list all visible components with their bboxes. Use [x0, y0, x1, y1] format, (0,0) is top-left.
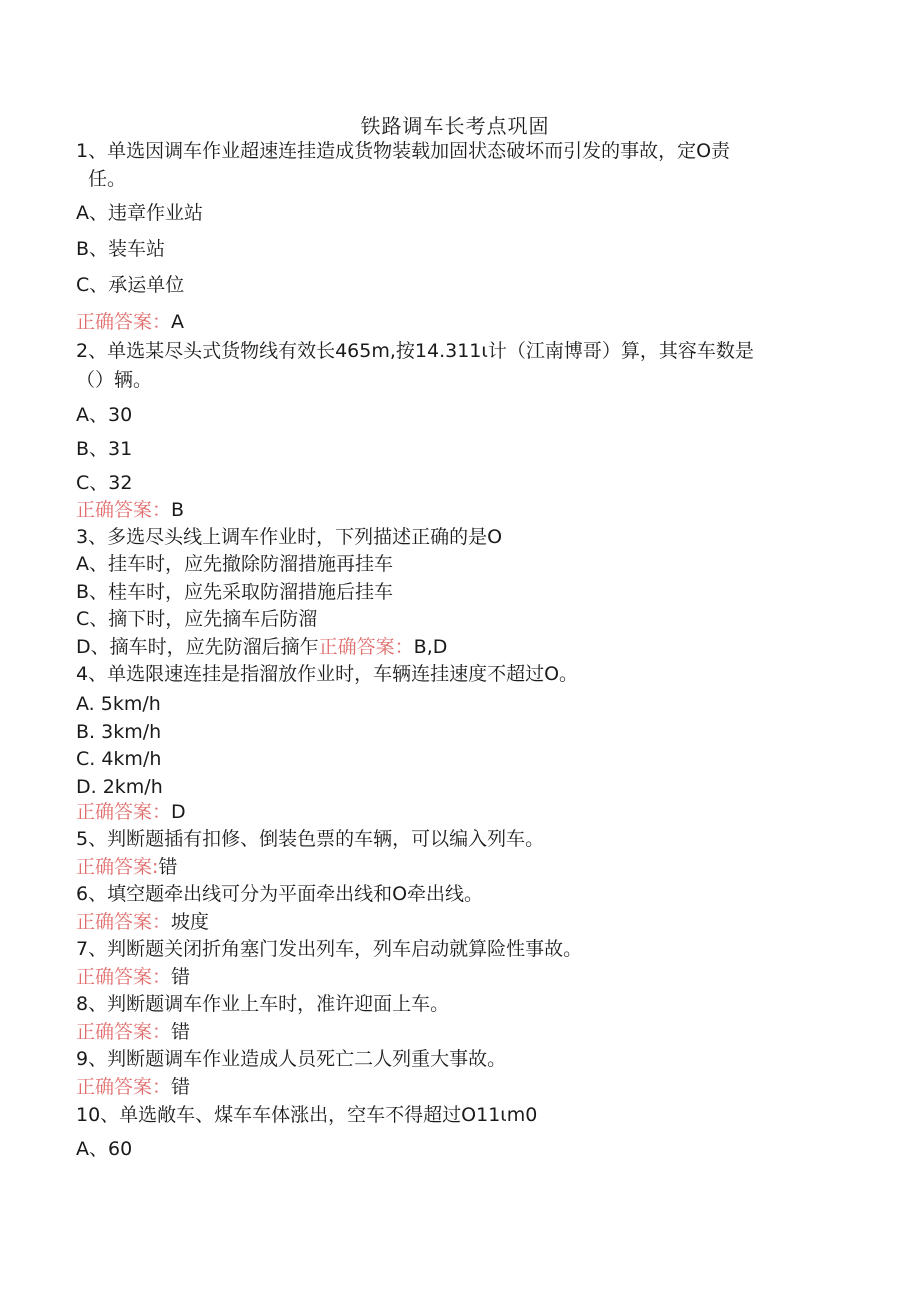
answer-4: [76, 799, 186, 825]
question-7-text: 7、判断题关闭折角塞门发出列车，列车启动就算险性事故。: [76, 938, 583, 960]
question-9-text: 9、判断题调车作业造成人员死亡二人列重大事故。: [76, 1048, 507, 1070]
answer-value: 错: [171, 1076, 191, 1098]
question-8-text: 8、判断题调车作业上车时，准许迎面上车。: [76, 993, 450, 1015]
question-1-text: 1、单选因调车作业超速连挂造成货物装载加固状态破坏而引发的事故，定O责: [76, 140, 731, 162]
answer-label: 正确答案：: [76, 801, 172, 823]
option-a: A、挂车时，应先撤除防溜措施再挂车: [76, 553, 393, 575]
option-c: C、承运单位: [76, 274, 185, 296]
answer-value: 错: [158, 856, 178, 878]
question-3-text: 3、多选尽头线上调车作业时，下列描述正确的是O: [76, 526, 503, 548]
option-b: B、桂车时，应先采取防溜措施后挂车: [76, 581, 394, 603]
answer-label: 正确答案：: [76, 966, 172, 988]
answer-label: 正确答案：: [76, 1021, 172, 1043]
answer-label: 正确答案：: [76, 911, 172, 933]
question-10-text: 10、单选敞车、煤车车体涨出，空车不得超过O11ιm0: [76, 1104, 538, 1126]
answer-value: B,D: [413, 636, 448, 658]
answer-7: [76, 964, 190, 990]
option-a: A、30: [76, 404, 133, 426]
option-c: C、摘下时，应先摘车后防溜: [76, 608, 318, 630]
option-a: A、60: [76, 1138, 133, 1160]
answer-9: [76, 1074, 190, 1100]
page-title: 铁路调车长考点巩固: [360, 114, 550, 138]
answer-value: 错: [171, 1021, 191, 1043]
answer-label: 正确答案:: [76, 856, 159, 878]
option-d-with-answer: D、摘车时，应先防溜后摘乍正确答案：B,D: [76, 636, 448, 658]
answer-5: [76, 854, 177, 880]
option-b: B、31: [76, 438, 133, 460]
option-b: B、装车站: [76, 238, 166, 260]
question-6-text: 6、填空题牵出线可分为平面牵出线和O牵出线。: [76, 883, 484, 905]
answer-label: 正确答案：: [318, 636, 414, 658]
option-b: B. 3km∕h: [76, 721, 162, 743]
answer-value: D: [171, 801, 186, 823]
answer-2: [76, 497, 184, 523]
question-4-text: 4、单选限速连挂是指溜放作业时，车辆连挂速度不超过O。: [76, 663, 579, 685]
answer-6: [76, 909, 209, 935]
option-a: A. 5km∕h: [76, 693, 161, 715]
answer-value: A: [171, 311, 185, 333]
answer-label: 正确答案：: [76, 1076, 172, 1098]
option-a: A、违章作业站: [76, 202, 203, 224]
answer-value: 坡度: [171, 911, 210, 933]
question-1-text-cont: 任。: [88, 168, 127, 190]
option-d: D. 2km∕h: [76, 776, 163, 798]
answer-value: 错: [171, 966, 191, 988]
answer-label: 正确答案：: [76, 311, 172, 333]
question-2-text-cont: （）辆。: [76, 369, 153, 391]
option-c: C. 4km/h: [76, 748, 162, 770]
answer-value: B: [171, 499, 185, 521]
option-c: C、32: [76, 472, 133, 494]
answer-label: 正确答案：: [76, 499, 172, 521]
question-5-text: 5、判断题插有扣修、倒装色票的车辆，可以编入列车。: [76, 828, 545, 850]
answer-1: [76, 309, 184, 335]
answer-8: [76, 1019, 190, 1045]
question-2-text: 2、单选某尽头式货物线有效长465m,按14.311ι计（江南博哥）算，其容车数是: [76, 340, 754, 362]
